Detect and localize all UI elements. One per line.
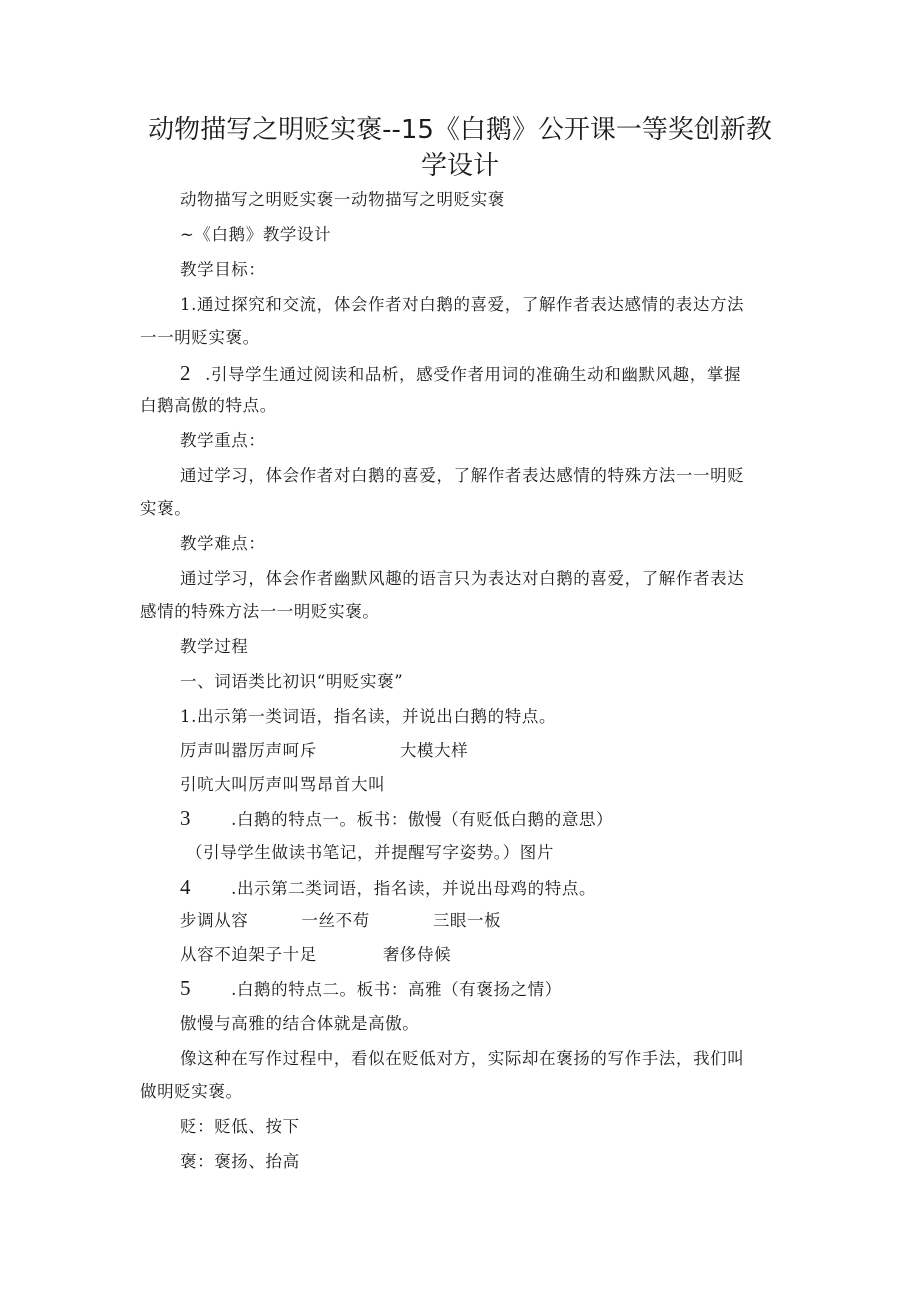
list-number: 5 [180, 976, 192, 1000]
word-group: 奢侈侍候 [382, 945, 452, 964]
paragraph-line: 1.出示第一类词语，指名读，并说出白鹅的特点。 [180, 707, 557, 726]
paragraph-line: 感情的特殊方法一一明贬实褒。 [140, 602, 380, 621]
paragraph-line [180, 361, 741, 387]
page-title-continued: 学设计 [420, 151, 499, 181]
word-list-line [180, 739, 468, 763]
paragraph-line: 一一明贬实褒。 [140, 328, 260, 347]
list-text: .引导学生通过阅读和品析，感受作者用词的准确生动和幽默风趣，掌握 [205, 365, 742, 384]
paragraph-line: 通过学习，体会作者幽默风趣的语言只为表达对白鹅的喜爱，了解作者表达 [180, 569, 745, 588]
list-number: 3 [180, 806, 192, 830]
word-group: 从容不迫架子十足 [180, 945, 317, 964]
paragraph-line [180, 806, 613, 832]
word-list-line: 引吭大叫厉声叫骂昂首大叫 [180, 775, 386, 794]
paragraph-line: 做明贬实褒。 [140, 1082, 243, 1101]
section-heading: 教学难点： [180, 534, 266, 553]
word-group: 厉声叫嚣厉声呵斥 [180, 741, 317, 760]
list-text: .白鹅的特点一。板书：傲慢（有贬低白鹅的意思） [231, 810, 614, 829]
word-group: 一丝不苟 [301, 911, 370, 930]
subtitle-line: ~《白鹅》教学设计 [180, 225, 332, 244]
paragraph-line: 一、词语类比初识“明贬实褒” [180, 672, 404, 691]
list-text: .出示第二类词语，指名读，并说出母鸡的特点。 [231, 879, 597, 898]
paragraph-line: （引导学生做读书笔记，并提醒写字姿势。）图片 [186, 843, 554, 862]
list-number: 2 [180, 361, 192, 385]
paragraph-line: 通过学习，体会作者对白鹅的喜爱，了解作者表达感情的特殊方法一一明贬 [180, 466, 745, 485]
paragraph-line: 像这种在写作过程中，看似在贬低对方，实际却在褒扬的写作手法，我们叫 [180, 1049, 745, 1068]
definition-line: 褒：褒扬、抬高 [180, 1152, 300, 1171]
list-text: .白鹅的特点二。板书：高雅（有褒扬之情） [231, 980, 562, 999]
word-list-line [180, 909, 501, 933]
paragraph-line: 傲慢与高雅的结合体就是高傲。 [180, 1014, 420, 1033]
paragraph-line: 实褒。 [140, 499, 192, 518]
definition-line: 贬：贬低、按下 [180, 1117, 300, 1136]
list-number: 4 [180, 875, 192, 899]
word-list-line [180, 943, 451, 967]
word-group: 大模大样 [399, 741, 469, 760]
subtitle-line: 动物描写之明贬实褒一动物描写之明贬实褒 [180, 190, 505, 209]
paragraph-line [180, 976, 562, 1002]
word-group: 三眼一板 [432, 911, 502, 930]
section-heading: 教学目标： [180, 260, 266, 279]
paragraph-line: 1.通过探究和交流，体会作者对白鹅的喜爱，了解作者表达感情的表达方法 [180, 295, 745, 314]
paragraph-line: 白鹅高傲的特点。 [140, 396, 277, 415]
word-group: 步调从容 [180, 911, 249, 930]
section-heading: 教学过程 [180, 637, 249, 656]
paragraph-line [180, 875, 596, 901]
page-title: 动物描写之明贬实褒--15《白鹅》公开课一等奖创新教 [148, 115, 772, 145]
section-heading: 教学重点： [180, 431, 266, 450]
